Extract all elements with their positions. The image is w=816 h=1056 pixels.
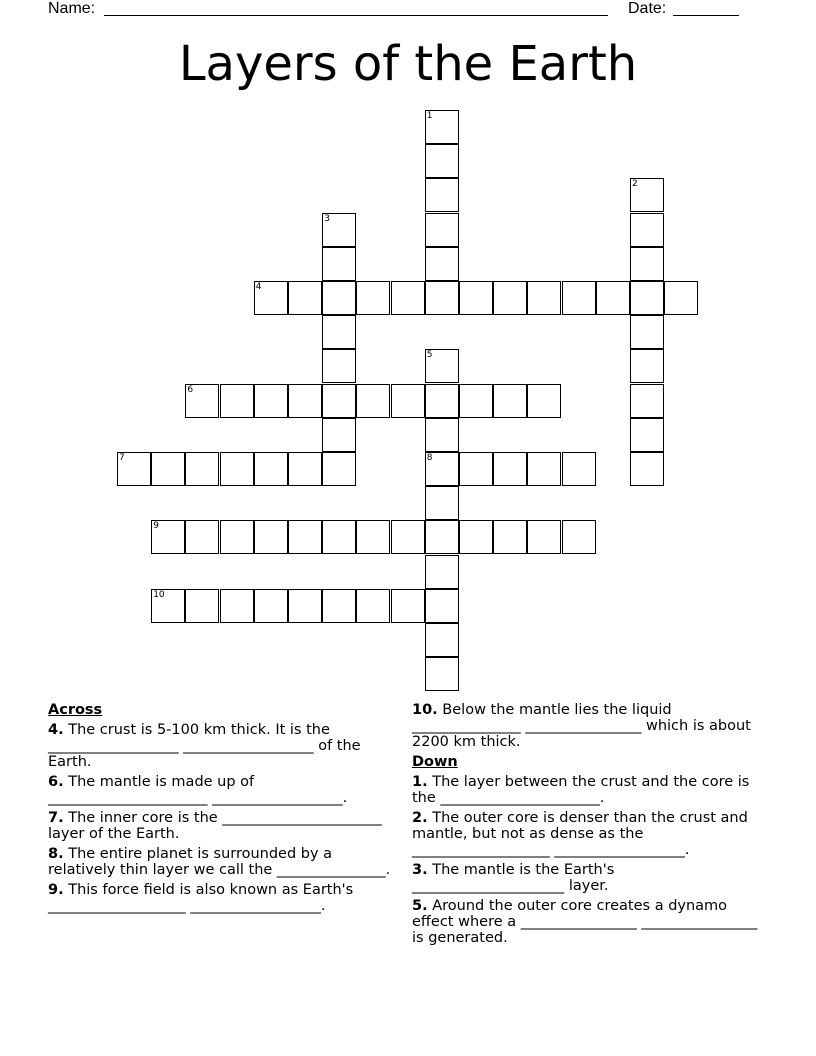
date-label: Date:: [628, 0, 667, 17]
clue-text: Below the mantle lies the liquid _______________ ________________ which is about 2200 km thick.: [412, 702, 751, 750]
clue-down-3: [412, 862, 762, 894]
grid-cell[interactable]: [630, 247, 664, 281]
grid-cell[interactable]: [425, 178, 459, 212]
grid-cell[interactable]: [356, 589, 390, 623]
clue-number: 3.: [412, 862, 428, 878]
clue-text: This force field is also known as Earth's ___________________ __________________.: [48, 882, 354, 914]
grid-cell[interactable]: [596, 281, 630, 315]
grid-cell[interactable]: [220, 589, 254, 623]
clue-text: The crust is 5-100 km thick. It is the __________________ __________________ of the Earth.: [48, 722, 361, 770]
grid-cell[interactable]: [425, 110, 459, 144]
grid-cell[interactable]: [185, 452, 219, 486]
clue-number: 10.: [412, 702, 438, 718]
grid-cell[interactable]: [391, 384, 425, 418]
grid-cell[interactable]: [288, 281, 322, 315]
page-title: Layers of the Earth: [178, 36, 638, 92]
grid-cell[interactable]: [391, 281, 425, 315]
grid-cell[interactable]: [630, 213, 664, 247]
grid-cell[interactable]: [322, 418, 356, 452]
grid-cell[interactable]: [220, 384, 254, 418]
clue-text: The layer between the crust and the core is the ______________________.: [412, 774, 750, 806]
grid-cell[interactable]: [425, 623, 459, 657]
grid-cell[interactable]: [391, 520, 425, 554]
grid-cell[interactable]: [493, 281, 527, 315]
grid-cell[interactable]: [254, 520, 288, 554]
clue-down-1: [412, 774, 762, 806]
grid-cell[interactable]: [630, 281, 664, 315]
grid-cell[interactable]: [527, 520, 561, 554]
across-heading: Across: [48, 702, 103, 718]
grid-cell[interactable]: [254, 281, 288, 315]
grid-cell[interactable]: [322, 452, 356, 486]
cell-number: 4: [255, 282, 262, 292]
clue-text: The mantle is the Earth's _____________________ layer.: [412, 862, 615, 894]
clue-text: Around the outer core creates a dynamo effect where a ________________ ________________ is generated.: [412, 898, 758, 946]
grid-cell[interactable]: [664, 281, 698, 315]
grid-cell[interactable]: [459, 281, 493, 315]
grid-cell[interactable]: [117, 452, 151, 486]
grid-cell[interactable]: [288, 520, 322, 554]
grid-cell[interactable]: [288, 384, 322, 418]
down-heading: Down: [412, 754, 458, 770]
cell-number: 8: [426, 453, 433, 463]
grid-cell[interactable]: [425, 144, 459, 178]
grid-cell[interactable]: [425, 555, 459, 589]
grid-cell[interactable]: [185, 384, 219, 418]
grid-cell[interactable]: [254, 384, 288, 418]
grid-cell[interactable]: [322, 315, 356, 349]
grid-cell[interactable]: [425, 349, 459, 383]
grid-cell[interactable]: [459, 520, 493, 554]
clue-text: The mantle is made up of ______________________ __________________.: [48, 774, 348, 806]
grid-cell[interactable]: [425, 520, 459, 554]
grid-cell[interactable]: [527, 281, 561, 315]
grid-cell[interactable]: [356, 281, 390, 315]
grid-cell[interactable]: [630, 384, 664, 418]
clue-number: 6.: [48, 774, 64, 790]
grid-cell[interactable]: [185, 589, 219, 623]
grid-cell[interactable]: [322, 247, 356, 281]
grid-cell[interactable]: [356, 520, 390, 554]
clue-down-5: [412, 898, 762, 946]
clue-number: 8.: [48, 846, 64, 862]
clue-across-4: [48, 722, 394, 770]
grid-cell[interactable]: [493, 384, 527, 418]
clue-across-8: [48, 846, 394, 878]
grid-cell[interactable]: [151, 589, 185, 623]
clue-number: 5.: [412, 898, 428, 914]
grid-cell[interactable]: [630, 349, 664, 383]
clues-left-column: [48, 702, 394, 918]
grid-cell[interactable]: [630, 178, 664, 212]
grid-cell[interactable]: [459, 384, 493, 418]
name-label: Name:: [48, 0, 96, 17]
grid-cell[interactable]: [425, 418, 459, 452]
grid-cell[interactable]: [322, 213, 356, 247]
grid-cell[interactable]: [425, 657, 459, 691]
grid-cell[interactable]: [151, 520, 185, 554]
grid-cell[interactable]: [425, 589, 459, 623]
cell-number: 7: [119, 453, 125, 463]
grid-cell[interactable]: [322, 589, 356, 623]
grid-cell[interactable]: [254, 452, 288, 486]
clue-across-10: [412, 702, 762, 750]
grid-cell[interactable]: [562, 520, 596, 554]
grid-cell[interactable]: [630, 418, 664, 452]
clue-across-9: [48, 882, 394, 914]
clue-text: The entire planet is surrounded by a relatively thin layer we call the _______________.: [48, 846, 391, 878]
grid-cell[interactable]: [288, 452, 322, 486]
cell-number: 1: [426, 111, 433, 121]
grid-cell[interactable]: [322, 384, 356, 418]
cell-number: 3: [324, 213, 330, 224]
grid-cell[interactable]: [322, 520, 356, 554]
grid-cell[interactable]: [630, 315, 664, 349]
grid-cell[interactable]: [151, 452, 185, 486]
cell-number: 6: [187, 384, 194, 395]
grid-cell[interactable]: [527, 452, 561, 486]
cell-number: 5: [426, 350, 433, 361]
cell-number: 2: [632, 179, 638, 190]
grid-cell[interactable]: [220, 452, 254, 486]
clue-number: 2.: [412, 810, 428, 826]
grid-cell[interactable]: [322, 349, 356, 383]
grid-cell[interactable]: [425, 452, 459, 486]
clues-right-column: [412, 702, 762, 950]
grid-cell[interactable]: [493, 520, 527, 554]
grid-cell[interactable]: [185, 520, 219, 554]
clue-text: The outer core is denser than the crust and mantle, but not as dense as the ___________________ __________________.: [412, 810, 748, 858]
grid-cell[interactable]: [425, 384, 459, 418]
grid-cell[interactable]: [391, 589, 425, 623]
grid-cell[interactable]: [220, 520, 254, 554]
grid-cell[interactable]: [630, 452, 664, 486]
grid-cell[interactable]: [459, 452, 493, 486]
grid-cell[interactable]: [425, 213, 459, 247]
clue-down-2: [412, 810, 762, 858]
grid-cell[interactable]: [493, 452, 527, 486]
clue-number: 7.: [48, 810, 64, 826]
clue-text: The inner core is the ______________________ layer of the Earth.: [48, 810, 382, 842]
grid-cell[interactable]: [562, 452, 596, 486]
cell-number: 10: [153, 589, 165, 600]
grid-cell[interactable]: [425, 247, 459, 281]
grid-cell[interactable]: [527, 384, 561, 418]
grid-cell[interactable]: [356, 384, 390, 418]
grid-cell[interactable]: [288, 589, 322, 623]
grid-cell[interactable]: [425, 281, 459, 315]
clue-across-6: [48, 774, 394, 806]
clue-number: 9.: [48, 882, 64, 898]
grid-cell[interactable]: [322, 281, 356, 315]
clue-number: 1.: [412, 774, 428, 790]
grid-cell[interactable]: [562, 281, 596, 315]
grid-cell[interactable]: [425, 486, 459, 520]
clue-number: 4.: [48, 722, 64, 738]
grid-cell[interactable]: [254, 589, 288, 623]
clue-across-7: [48, 810, 394, 842]
cell-number: 9: [153, 521, 159, 532]
